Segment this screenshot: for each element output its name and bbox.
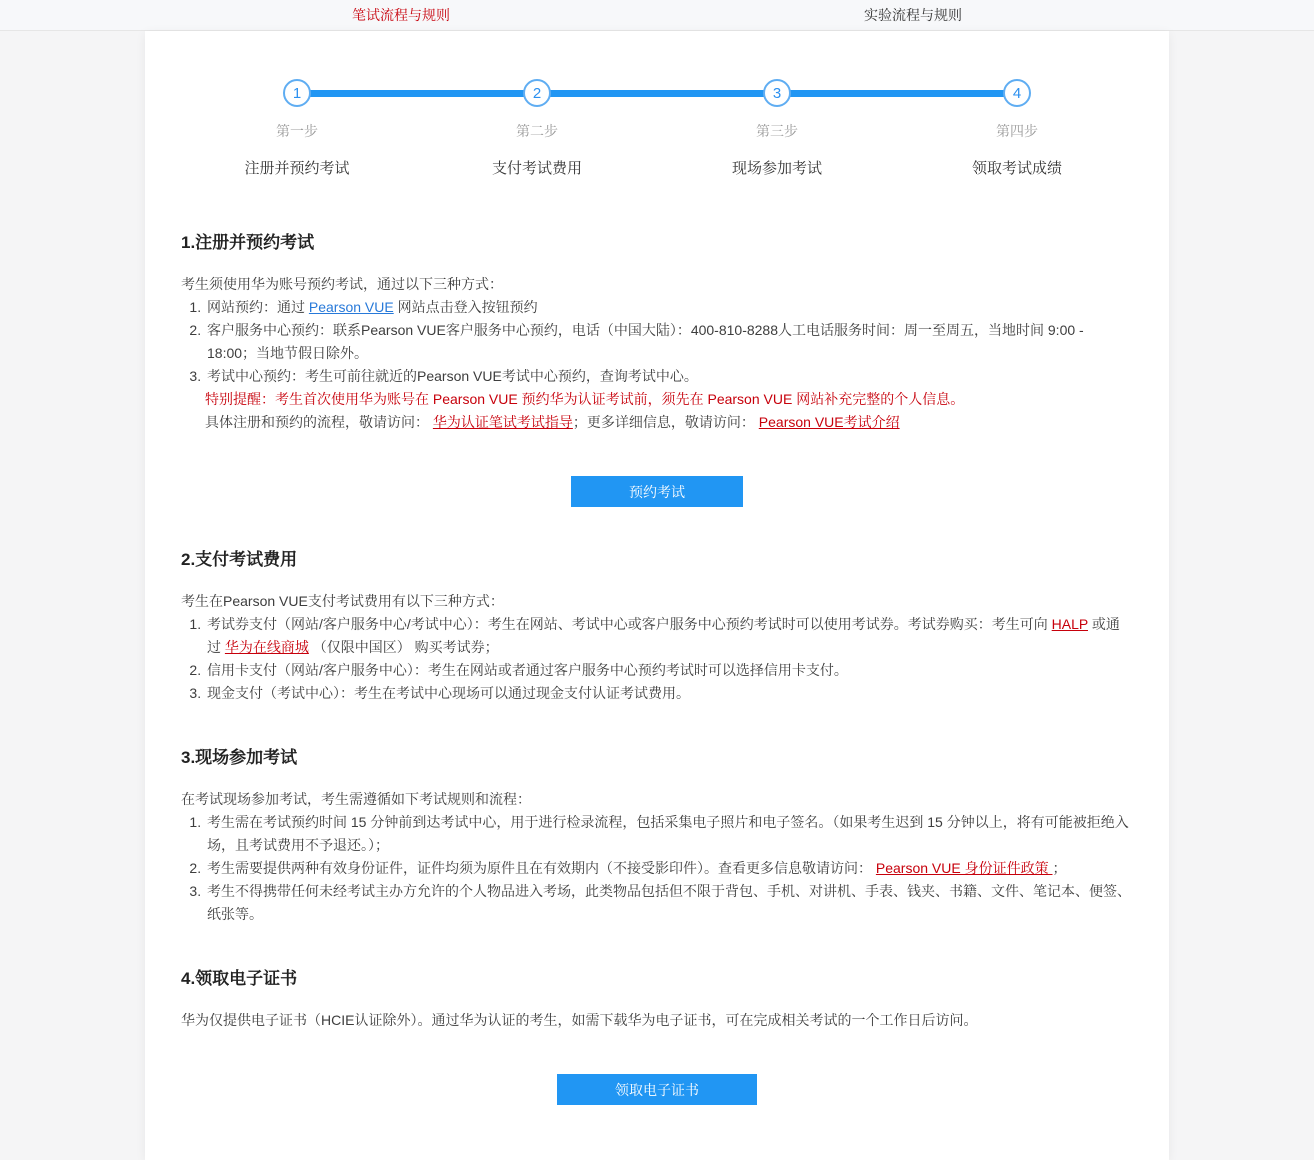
step-1 <box>177 79 417 178</box>
section-pay-exam-fee <box>181 545 1133 705</box>
list-item: 2. 信用卡支付（网站/客户服务中心）：考生在网站或者通过客户服务中心预约考试时可以选择信用卡支付。 <box>205 659 1133 682</box>
section-1-intro: 考生须使用华为账号预约考试，通过以下三种方式： <box>181 276 503 292</box>
step-4-circle <box>1003 79 1031 107</box>
step-2-title: 支付考试费用 <box>491 160 582 177</box>
pearson-vue-exam-intro-link[interactable]: Pearson VUE考试介绍 <box>758 414 900 430</box>
step-4-name: 第四步 <box>996 123 1038 139</box>
pearson-vue-id-policy-link[interactable]: Pearson VUE 身份证件政策 <box>875 860 1053 876</box>
huawei-online-store-link[interactable]: 华为在线商城 <box>224 639 309 655</box>
tab-container <box>145 0 1169 30</box>
section-register-and-book <box>181 228 1133 507</box>
section-1-list <box>181 296 1133 388</box>
pearson-vue-link[interactable]: Pearson VUE <box>308 299 394 315</box>
section-get-e-certificate <box>181 964 1133 1105</box>
list-item: 3. 现金支付（考试中心）：考生在考试中心现场可以通过现金支付认证考试费用。 <box>205 682 1133 705</box>
section-2-list <box>181 613 1133 705</box>
step-2-number: 2 <box>532 84 542 102</box>
written-exam-guide-link[interactable]: 华为认证笔试考试指导 <box>432 414 573 430</box>
step-3-name: 第三步 <box>756 123 798 139</box>
section-2-heading: 2.支付考试费用 <box>181 550 298 569</box>
list-item: 2. 考生需要提供两种有效身份证件，证件均须为原件且在有效期内（不接受影印件）。查看更多信息敬请访问： Pearson VUE 身份证件政策 ； <box>205 857 1133 880</box>
section-1-heading: 1.注册并预约考试 <box>181 233 315 252</box>
section-attend-exam-onsite <box>181 743 1133 926</box>
step-4-number: 4 <box>1012 84 1022 102</box>
section-4-heading: 4.领取电子证书 <box>181 969 298 988</box>
step-3-title: 现场参加考试 <box>731 160 822 177</box>
list-item: 3. 考试中心预约：考生可前往就近的Pearson VUE考试中心预约，查询考试中心。 <box>205 365 1133 388</box>
step-1-circle <box>283 79 311 107</box>
card-content <box>145 228 1169 1105</box>
step-2-circle <box>523 79 551 107</box>
step-1-number: 1 <box>292 84 302 102</box>
section-3-intro: 在考试现场参加考试，考生需遵循如下考试规则和流程： <box>181 791 531 807</box>
registration-guide-note: 具体注册和预约的流程，敬请访问： 华为认证笔试考试指导；更多详细信息，敬请访问： Pearson VUE考试介绍 <box>205 414 900 430</box>
exam-process-stepper <box>177 79 1137 178</box>
step-1-name: 第一步 <box>276 123 318 139</box>
stepper-circles-row <box>177 79 1137 178</box>
section-3-list <box>181 811 1133 926</box>
step-2-name: 第二步 <box>516 123 558 139</box>
step-1-title: 注册并预约考试 <box>244 160 350 177</box>
list-item: 1. 考生需在考试预约时间 15 分钟前到达考试中心，用于进行检录流程，包括采集电子照片和电子签名。（如果考生迟到 15 分钟以上，将有可能被拒绝入场，且考试费用不予退还。）； <box>205 811 1133 857</box>
list-item: 1. 网站预约：通过 Pearson VUE 网站点击登入按钮预约 <box>205 296 1133 319</box>
special-reminder-note: 特别提醒：考生首次使用华为账号在 Pearson VUE 预约华为认证考试前，须先在 Pearson VUE 网站补充完整的个人信息。 <box>205 391 965 407</box>
tab-written-exam-rules[interactable]: 笔试流程与规则 <box>352 7 450 23</box>
step-3-number: 3 <box>772 84 782 102</box>
list-item: 2. 客户服务中心预约：联系Pearson VUE客户服务中心预约，电话（中国大陆）：400-810-8288人工电话服务时间：周一至周五，当地时间 9:00 - 18:00；当地节假日除外。 <box>205 319 1133 365</box>
tab-lab-exam-rules[interactable]: 实验流程与规则 <box>864 7 962 23</box>
section-4-intro: 华为仅提供电子证书（HCIE认证除外）。通过华为认证的考生，如需下载华为电子证书，可在完成相关考试的一个工作日后访问。 <box>181 1012 978 1028</box>
list-item: 1. 考试券支付（网站/客户服务中心/考试中心）：考生在网站、考试中心或客户服务中心预约考试时可以使用考试券。考试券购买：考生可向 HALP 或通过 华为在线商城 （仅限中国区） 购买考试券； <box>205 613 1133 659</box>
step-2 <box>417 79 657 178</box>
get-certificate-button[interactable]: 领取电子证书 <box>557 1074 757 1105</box>
book-exam-button[interactable]: 预约考试 <box>571 476 743 507</box>
main-card <box>145 31 1169 1160</box>
step-4-title: 领取考试成绩 <box>971 160 1062 177</box>
top-tab-bar <box>0 0 1314 31</box>
section-3-heading: 3.现场参加考试 <box>181 748 298 767</box>
section-2-intro: 考生在Pearson VUE支付考试费用有以下三种方式： <box>181 593 504 609</box>
halp-link[interactable]: HALP <box>1051 616 1088 632</box>
step-3-circle <box>763 79 791 107</box>
step-4 <box>897 79 1137 178</box>
step-3 <box>657 79 897 178</box>
list-item: 3. 考生不得携带任何未经考试主办方允许的个人物品进入考场，此类物品包括但不限于背包、手机、对讲机、手表、钱夹、书籍、文件、笔记本、便签、纸张等。 <box>205 880 1133 926</box>
